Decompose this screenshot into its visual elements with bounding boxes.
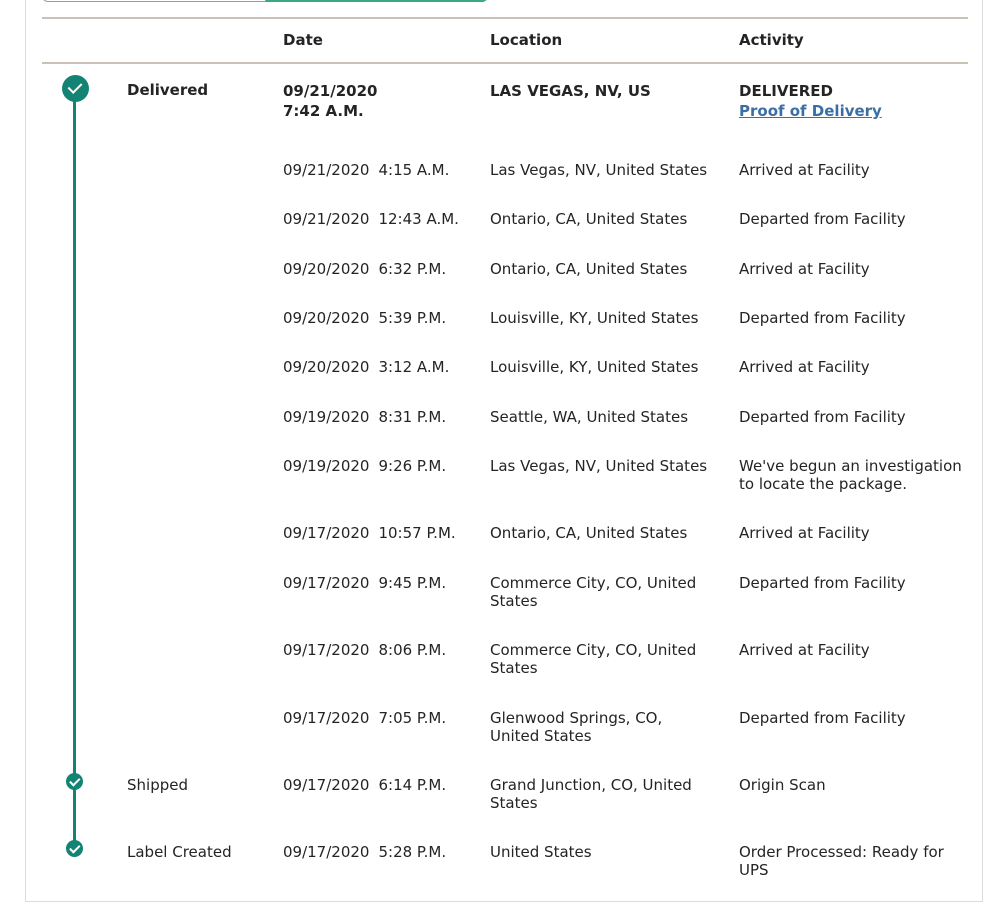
event-location-value: Louisville, KY, United States [490,358,699,376]
event-date-value: 09/20/2020 [283,358,370,376]
event-location-value: Ontario, CA, United States [490,524,688,542]
event-activity-value: Arrived at Facility [739,260,870,278]
event-location [490,709,715,745]
table-top-rule [42,17,968,19]
event-location [490,843,715,861]
milestone-delivered: Delivered [127,81,209,99]
event-location [490,408,715,426]
column-header-date: Date [283,31,323,49]
event-date-value: 09/19/2020 [283,457,370,475]
event-date [283,709,483,727]
event-time-value: 6:32 P.M. [378,260,447,278]
event-time-value: 8:06 P.M. [378,641,447,659]
event-date-value: 09/20/2020 [283,309,370,327]
event-date-value: 09/19/2020 [283,408,370,426]
event-time-value: 10:57 P.M. [378,524,456,542]
event-date [283,408,483,426]
event-activity-value: Arrived at Facility [739,161,870,179]
event-location-value: Grand Junction, CO, United States [490,776,692,812]
milestone-shipped: Shipped [127,776,188,794]
event-date-value: 09/17/2020 [283,776,370,794]
event-activity [739,574,964,592]
event-date [283,309,483,327]
event-activity-value: Order Processed: Ready for UPS [739,843,944,879]
event-activity [739,457,964,493]
event-activity-value: Departed from Facility [739,574,906,592]
event-date [283,524,483,542]
event-date [283,843,483,861]
event-activity-value: Origin Scan [739,776,826,794]
event-location-value: Commerce City, CO, United States [490,574,697,610]
event-activity-value: Arrived at Facility [739,524,870,542]
event-location [490,524,715,542]
event-date [283,776,483,794]
event-activity [739,358,964,376]
event-location [490,358,715,376]
event-date-value: 09/21/2020 [283,161,370,179]
event-date [283,161,483,179]
event-location [490,457,715,475]
event-time-value: 3:12 A.M. [378,358,450,376]
event-time-value: 12:43 A.M. [378,210,459,228]
delivered-date-value: 09/21/2020 [283,82,378,100]
event-activity [739,309,964,327]
event-location-value: Las Vegas, NV, United States [490,161,708,179]
event-date-value: 09/17/2020 [283,574,370,592]
event-location [490,260,715,278]
event-location-value: Las Vegas, NV, United States [490,457,708,475]
check-circle-icon [66,840,83,857]
event-activity [739,641,964,659]
event-location-value: Louisville, KY, United States [490,309,699,327]
top-control-right[interactable] [266,0,488,2]
milestone-label-created: Label Created [127,843,232,861]
event-activity-value: Arrived at Facility [739,641,870,659]
event-location [490,309,715,327]
event-location [490,161,715,179]
delivered-location: LAS VEGAS, NV, US [490,82,651,100]
event-location [490,776,715,812]
event-activity [739,709,964,727]
event-activity-value: Departed from Facility [739,210,906,228]
tracking-panel [25,0,983,902]
event-date-value: 09/20/2020 [283,260,370,278]
event-location-value: Ontario, CA, United States [490,260,688,278]
event-activity [739,843,964,879]
event-activity [739,776,964,794]
event-date-value: 09/17/2020 [283,641,370,659]
event-time-value: 7:05 P.M. [378,709,447,727]
event-location-value: Seattle, WA, United States [490,408,689,426]
event-time-value: 8:31 P.M. [378,408,447,426]
event-time-value: 5:39 P.M. [378,309,447,327]
delivered-time-value: 7:42 A.M. [283,102,364,120]
event-time-value: 9:45 P.M. [378,574,447,592]
event-time-value: 5:28 P.M. [378,843,447,861]
event-date [283,457,483,475]
event-date-value: 09/17/2020 [283,524,370,542]
event-location-value: Ontario, CA, United States [490,210,688,228]
event-date [283,210,483,228]
delivered-activity-label: DELIVERED [739,82,833,100]
event-location-value: United States [490,843,592,861]
event-time-value: 6:14 P.M. [378,776,447,794]
column-header-location: Location [490,31,563,49]
event-activity-value: Departed from Facility [739,408,906,426]
check-circle-icon [62,75,89,102]
event-location-value: Glenwood Springs, CO, United States [490,709,663,745]
event-activity [739,408,964,426]
event-date [283,260,483,278]
column-header-activity: Activity [739,31,804,49]
timeline-line [73,96,76,850]
event-activity-value: We've begun an investigation to locate the package. [739,457,962,493]
top-control-left[interactable] [42,0,266,2]
event-date [283,358,483,376]
event-activity-value: Departed from Facility [739,309,906,327]
event-location [490,210,715,228]
event-activity-value: Departed from Facility [739,709,906,727]
event-date-value: 09/21/2020 [283,210,370,228]
delivered-date [283,81,483,121]
event-time-value: 9:26 P.M. [378,457,447,475]
check-circle-icon [66,773,83,790]
proof-of-delivery-link[interactable]: Proof of Delivery [739,102,882,120]
event-location-value: Commerce City, CO, United States [490,641,697,677]
event-activity [739,210,964,228]
event-activity [739,161,964,179]
event-date [283,641,483,659]
event-date-value: 09/17/2020 [283,709,370,727]
event-activity-value: Arrived at Facility [739,358,870,376]
table-header-rule [42,62,968,64]
event-location [490,641,715,677]
event-time-value: 4:15 A.M. [378,161,450,179]
event-date-value: 09/17/2020 [283,843,370,861]
event-date [283,574,483,592]
event-activity [739,524,964,542]
event-location [490,574,715,610]
event-activity [739,260,964,278]
delivered-activity [739,81,964,121]
